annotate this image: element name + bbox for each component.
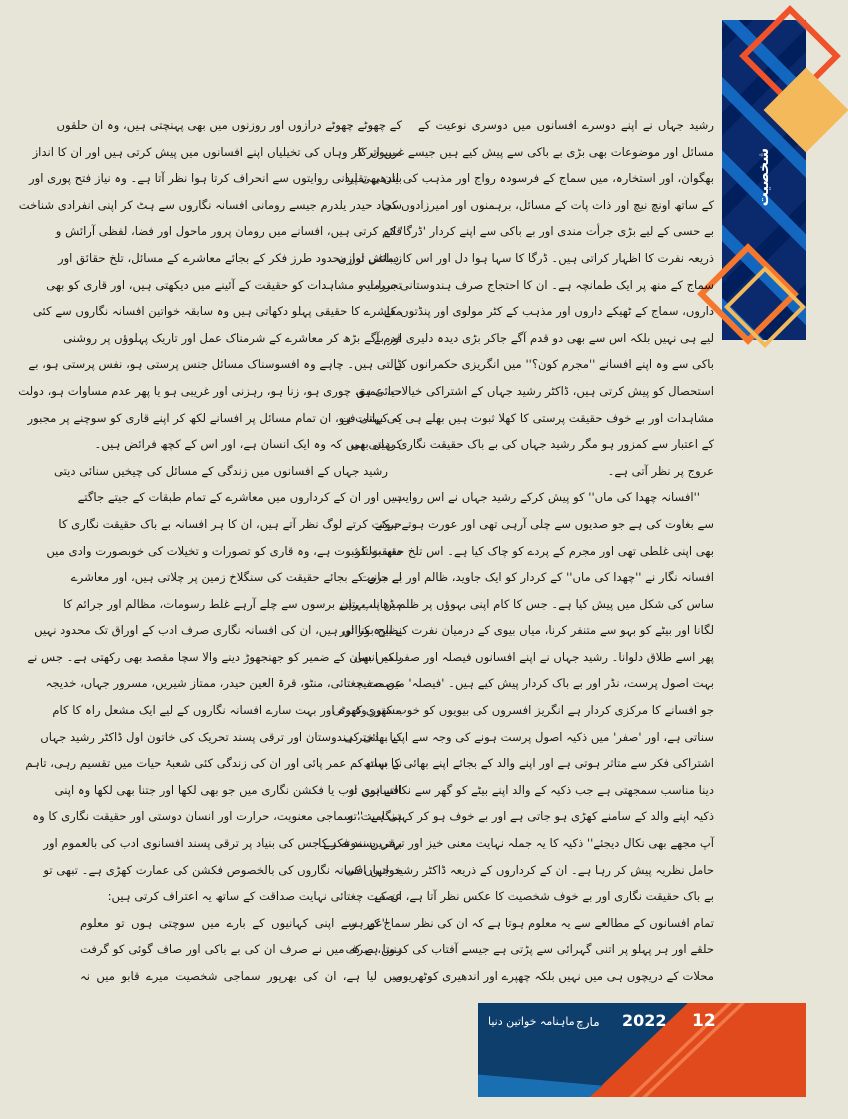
text-line: لگانا اور بیٹے کو بہو سے متنفر کرنا، میاں بیوی کے درمیان نفرت کے بیج بونا اور (339, 623, 714, 638)
text-line: تجربات و مشاہدات کو حقیقت کے آئینے میں دیکھتی ہیں، اور قاری کو بھی (46, 277, 402, 292)
text-line: بھگوان، اور استخارہ، میں سماج کے فرسودہ رواج اور مذہب کی اندھی تقلید (344, 171, 714, 186)
text-line: ذریعہ نفرت کا اظہار کراتی ہیں۔ ڈرگا کا سہا ہوا دل اور اس کا دماغی توازن (338, 250, 714, 265)
text-line: کی بہتات ہو، ان تمام مسائل پر افسانے لکھ کر اپنے قاری کو سوچنے پر مجبور (27, 410, 402, 425)
text-line: قائم کرتی ہیں، افسانے میں رومان پرور ماحول اور فضا، لفظی آرائش و (55, 224, 402, 239)
text-line: مشاہدات اور بے خوف حقیقت پرستی کا کھلا ثبوت ہیں بھلے ہی یہ کہانی فن (341, 410, 714, 425)
text-line: مسائل اور موضوعات بھی بڑی بے باکی سے پیش کیے ہیں جیسے غریبوں کا (357, 144, 714, 159)
text-line: کے اعتبار سے کمزور ہو مگر رشید جہاں کی بے باک حقیقت نگاری یہاں بھی (350, 437, 714, 452)
text-line: حامل نظریہ پیش کر رہا ہے۔ ان کے کرداروں کے ذریعہ ڈاکٹر رشید جہاں کی (345, 862, 714, 877)
text-line: ''غور سے اپنی کہانیوں کے بارے میں سوچتی ہوں تو معلوم (80, 915, 388, 930)
text-line: رشید جہاں نے اپنے دوسرے افسانوں میں دوسری نوعیت کے (418, 118, 714, 132)
text-line: بیان بھی پرانی روایتوں سے انحراف کرتا ہوا نظر آتا ہے۔ وہ نیاز فتح پوری اور (29, 171, 402, 186)
text-line: سناتی ہے، اور 'صفر' میں ذکیہ اصول پرست ہونے کی وجہ سے اپنے بھائی کی (343, 729, 714, 744)
text-line: سے بغاوت کی ہے جو صدیوں سے چلی آرہی تھی اور عورت ہوتے ہوئے (375, 516, 714, 531)
text-line: اشتراکی فکر سے متاثر ہوتی ہے اور اپنے والد کے بجائے اپنے بھائی کا ساتھ (363, 756, 714, 771)
text-line: دینا مناسب سمجھتی ہے جب ذکیہ کے والد اپنے بیٹے کو گھر سے نکالتے ہیں تو (348, 782, 714, 797)
text-line: جو افسانے کا مرکزی کردار ہے انگریز افسروں کی بیویوں کو خوب کھری کھوٹی (332, 703, 714, 718)
text-line: ساس کی شکل میں پیش کیا ہے۔ جس کا کام اپنی بہوؤں پر ظلم ڈھانا، بہتان (340, 596, 714, 611)
text-line: ''افسانہ چھدا کی ماں'' کو پیش کرکے رشید جہاں نے اس روایت (394, 490, 700, 505)
text-line: سماج کے منھ پر ایک طمانچہ ہے۔ ان کا احتجاج صرف ہندوستانی سرمایہ (360, 277, 714, 292)
text-line: محلات کے دریچوں ہی میں نہیں بلکہ چھپرے اور اندھیری کوٹھریوں (394, 969, 714, 983)
text-line: میں لیا ہے، ان کی بھرپور سماجی شخصیت میرے قابو میں نہ (80, 969, 402, 983)
text-line: حرکت کرتے لوگ نظر آتے ہیں، ان کا ہر افسانہ بے باک حقیقت نگاری کا (58, 516, 402, 531)
article-column-left (18, 112, 402, 990)
text-line: حیائی ہو، چوری ہو، زنا ہو، رہزنی اور غریبی ہو یا پھر عدم مساوات ہو، دولت (18, 383, 402, 398)
text-line: معاشرے کا حقیقی پہلو دکھاتی ہیں وہ سابقہ خواتین افسانہ نگاروں سے کئی (32, 304, 402, 319)
page-number: 12 (692, 1011, 716, 1031)
text-line: بہترین نمونہ ہے جس کی بنیاد پر ترقی پسند افسانوی ادب کی بالعموم اور (43, 836, 402, 851)
text-line: مستور وغیرہ اور بہت سارے افسانہ نگاروں کے لیے ایک مشعل راہ کا کام (52, 703, 402, 718)
text-line: بلکہ انسان کے ضمیر کو جھنجھوڑ دینے والا سچا مقصد بھی رکھتی ہے۔ جس نے (27, 649, 402, 664)
text-line: داروں، سماج کے ٹھیکے داروں اور مذہب کے کٹر مولوی اور پنڈتوں کے (384, 304, 714, 319)
text-line: بہت اصول پرست، نڈر اور بے باک کردار پیش کیے ہیں۔ 'فیصلہ' میں صفیہ (356, 676, 714, 691)
issue-month: مارچ (576, 1015, 600, 1029)
text-line: کے ساتھ اونچ نیچ اور ذات پات کے مسائل، برہمنوں اور امیرزادوں کی (382, 197, 714, 212)
text-line: باکی سے وہ اپنے افسانے ''مجرم کون؟'' میں انگریزی حکمرانوں کے (394, 357, 714, 372)
text-line: لے جانے کے بجائے حقیقت کی سنگلاخ زمین پر چلاتی ہیں، اور معاشرے (70, 570, 402, 585)
text-line: ذکیہ اپنے والد کے سامنے کھڑی ہو جاتی ہے اور بے خوف ہو کر کہتی ہے: ''تو (347, 809, 714, 824)
issue-year: 2022 (622, 1011, 667, 1030)
text-line: سجاد حیدر یلدرم جیسے رومانی افسانہ نگاروں سے ہٹ کر اپنی انفرادی شناخت (18, 197, 402, 212)
text-line: میں پنپ رہے برسوں سے چلے آرہے غلط رسومات، مظالم اور جرائم کا (63, 596, 402, 611)
text-line: بھی اپنی غلطی تھی اور مجرم کے پردے کو چاک کیا ہے۔ اس تلخ حقیقت کو (355, 543, 714, 558)
text-line: ہنگامیت، سماجی معنویت، حرارت اور انسان دوستی اور حقیقت نگاری کا وہ (32, 809, 402, 824)
text-line: آپ مجھے بھی نکال دیجئے'' ذکیہ کا یہ جملہ نہایت معنی خیز اور ترقی پسند فکر کا (318, 836, 714, 851)
text-line: بے حسی کے لیے بڑی جرأت مندی اور بے باکی سے اپنے کردار 'ڈرگا' کے (383, 224, 714, 239)
text-line: ہیں اور ان کے کرداروں میں معاشرے کے تمام طبقات کے جیتے جاگتے (77, 490, 402, 505)
text-line: افسانہ نگار نے ''چھدا کی ماں'' کے کردار کو ایک جاوید، ظالم اور بے مروت (359, 570, 714, 585)
text-line: میں اتر کر وہاں کی تخیلیاں اپنے افسانوں میں پیش کرتی ہیں اور ان کا انداز (32, 144, 402, 159)
magazine-name: ماہنامہ خواتین دنیا (488, 1015, 575, 1028)
section-banner (722, 20, 806, 340)
text-line: کے چھوٹے چھوٹے درازوں اور روزنوں میں بھی پہنچتی ہیں، وہ ان حلقوں (56, 118, 402, 132)
text-line: زیبائش اور محدود طرز فکر کے بجائے معاشرے کے مسائل، تلخ حقائق اور (57, 250, 402, 265)
text-line: عصمت چغتائی نہایت صداقت کے ساتھ یہ اعتراف کرتی ہیں: (107, 889, 402, 904)
text-line: خواتین افسانہ نگاروں کی بالخصوص فکشن کی عمارت کھڑی ہے۔ تبھی تو (43, 862, 402, 877)
text-line: نے بہت کم عمر پائی اور ان کی زندگی کئی شعبۂ حیات میں تقسیم رہی، تاہم (25, 756, 402, 771)
text-line: پھر اسے طلاق دلوانا۔ رشید جہاں نے اپنے افسانوں فیصلہ اور صفر میں بھی (353, 649, 714, 664)
text-line: کردیتی ہیں کہ وہ ایک انسان ہے، اور اس کے کچھ فرائض ہیں۔ (94, 437, 402, 452)
article-column-right (318, 112, 714, 990)
page-footer (478, 1003, 806, 1097)
text-line: حلقے اور ہر پہلو پر اتنی گہرائی سے پڑتی ہے جیسے آفتاب کی کرنیں، صرف (345, 942, 714, 957)
text-line: منھ بولتا ثبوت ہے، وہ قاری کو تصورات و تخیلات کی خوبصورت وادی میں (46, 543, 402, 558)
text-line: قدم آگے بڑھ کر معاشرے کے شرمناک عمل اور تاریک پہلوؤں پر روشنی (63, 330, 402, 345)
section-label: شخصیت (756, 148, 772, 207)
text-line: تمام افسانوں کے مطالعے سے یہ معلوم ہوتا ہے کہ ان کی نظر سماج کے ہر (350, 915, 714, 930)
text-line: ڈالتی ہیں۔ چاہے وہ افسوسناک مسائل جنس پرستی ہو، نفس پرستی ہو، بے (28, 357, 402, 372)
text-line: کیا۔ دختر ہندوستان اور ترقی پسند تحریک کی خاتون اول ڈاکٹر رشید جہاں (40, 729, 402, 744)
text-line: عروج پر نظر آتی ہے۔ (607, 463, 714, 478)
text-line: بے باک حقیقت نگاری اور بے خوف شخصیت کا عکس نظر آتا ہے، ان کے (374, 889, 714, 904)
text-line: عصمت چغتائی، منٹو، قرۃ العین حیدر، ممتاز شیریں، مسرور جہاں، خدیجہ (45, 676, 402, 691)
text-line: لیے ہی نہیں بلکہ اس سے بھی دو قدم آگے جاکر بڑی دیدہ دلیری اور بے (373, 330, 714, 345)
text-line: افسانوی ادب یا فکشن نگاری میں جو بھی لکھا اور جتنا بھی لکھا وہ اپنی (54, 782, 402, 797)
text-line: نظارہ کراتی ہیں، ان کی افسانہ نگاری صرف ادب کے اوراق تک محدود نہیں (34, 623, 402, 638)
text-line: استحصال کو پیش کرتی ہیں، ڈاکٹر رشید جہاں کے اشتراکی خیالات، عمیق (356, 383, 714, 398)
text-line: رشید جہاں کے افسانوں میں زندگی کے مسائل کی چیخیں سنائی دیتی (54, 463, 388, 478)
text-line: ہوتا ہے کہ میں نے صرف ان کی بے باکی اور صاف گوئی کو گرفت (80, 942, 402, 957)
